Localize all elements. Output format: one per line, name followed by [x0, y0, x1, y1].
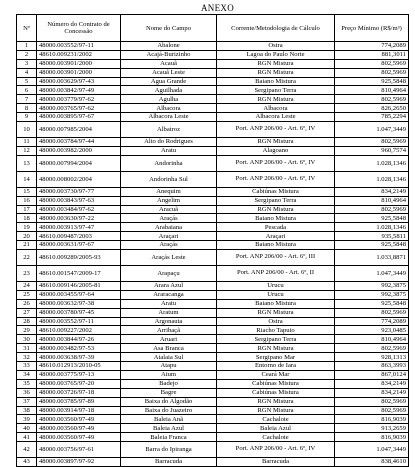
cell-corrente: Sergipano Terra: [217, 196, 335, 205]
cell-corrente: Urucu: [217, 282, 335, 291]
table-row: [17, 113, 409, 122]
table-row: [17, 379, 409, 388]
table-row: [17, 232, 409, 241]
table-row: [17, 68, 409, 77]
cell-contrato: 48000.003842/97-49: [37, 86, 121, 95]
cell-corrente: Baleia Azul: [217, 424, 335, 433]
cell-num: 19: [17, 223, 37, 232]
cell-preco: 802,5969: [335, 205, 409, 214]
cell-campo: Baixa do Juazeiro: [121, 406, 217, 415]
cell-num: 5: [17, 77, 37, 86]
cell-corrente: Pescada: [217, 223, 335, 232]
cell-num: 1: [17, 42, 37, 51]
table-row: [17, 138, 409, 147]
table-row: [17, 326, 409, 335]
cell-campo: Barracuda: [121, 458, 217, 467]
cell-num: 29: [17, 326, 37, 335]
table-row: [17, 290, 409, 299]
cell-corrente: Sergipano Terra: [217, 335, 335, 344]
cell-num: 22: [17, 250, 37, 266]
cell-campo: Acauã Leste: [121, 68, 217, 77]
table-row: [17, 458, 409, 467]
table-row: [17, 335, 409, 344]
cell-contrato: 48000.003775/97-13: [37, 370, 121, 379]
cell-preco: 928,1313: [335, 353, 409, 362]
cell-preco: 913,2659: [335, 424, 409, 433]
cell-preco: 1.028,1346: [335, 223, 409, 232]
cell-campo: Araracanga: [121, 290, 217, 299]
cell-contrato: 48000.003484/97-62: [37, 205, 121, 214]
table-row: [17, 415, 409, 424]
table-row: [17, 86, 409, 95]
cell-num: 15: [17, 187, 37, 196]
cell-contrato: 48610.009289/2005-93: [37, 250, 121, 266]
table-row: [17, 241, 409, 250]
table-row: [17, 187, 409, 196]
table-row: [17, 299, 409, 308]
cell-campo: Araçás: [121, 214, 217, 223]
cell-corrente: RGN Mistura: [217, 95, 335, 104]
cell-preco: 925,5848: [335, 214, 409, 223]
cell-contrato: 48000.003897/97-92: [37, 458, 121, 467]
cell-num: 33: [17, 362, 37, 371]
cell-campo: Barra do Ipiranga: [121, 442, 217, 458]
cell-num: 41: [17, 433, 37, 442]
cell-contrato: 48000.003844/97-26: [37, 335, 121, 344]
header-num: Nº: [17, 15, 37, 42]
cell-num: 4: [17, 68, 37, 77]
cell-contrato: 48610.009146/2005-81: [37, 282, 121, 291]
table-row: [17, 42, 409, 51]
cell-contrato: 48000.003482/97-53: [37, 344, 121, 353]
cell-campo: Alto do Rodrigues: [121, 138, 217, 147]
cell-preco: 802,5969: [335, 68, 409, 77]
cell-preco: 834,2149: [335, 379, 409, 388]
table-row: [17, 155, 409, 171]
table-row: [17, 308, 409, 317]
cell-preco: 863,3993: [335, 362, 409, 371]
cell-num: 17: [17, 205, 37, 214]
cell-preco: 1.028,1346: [335, 155, 409, 171]
cell-preco: 810,4964: [335, 335, 409, 344]
cell-num: 20: [17, 232, 37, 241]
cell-campo: Baleia Anã: [121, 415, 217, 424]
cell-num: 30: [17, 335, 37, 344]
cell-campo: Albatroz: [121, 122, 217, 138]
cell-preco: 802,5969: [335, 308, 409, 317]
cell-corrente: Ceará Mar: [217, 370, 335, 379]
cell-corrente: Ostra: [217, 42, 335, 51]
cell-contrato: 48610.001547/2009-17: [37, 266, 121, 282]
cell-num: 7: [17, 95, 37, 104]
table-row: [17, 442, 409, 458]
cell-num: 32: [17, 353, 37, 362]
cell-preco: 774,2089: [335, 317, 409, 326]
cell-campo: Bagre: [121, 388, 217, 397]
cell-num: 36: [17, 388, 37, 397]
cell-num: 25: [17, 290, 37, 299]
table-row: [17, 424, 409, 433]
table-row: [17, 344, 409, 353]
table-row: [17, 50, 409, 59]
table-row: [17, 353, 409, 362]
cell-contrato: 48000.003560/97-49: [37, 424, 121, 433]
cell-num: 31: [17, 344, 37, 353]
cell-contrato: 48000.003779/97-62: [37, 95, 121, 104]
table-row: [17, 171, 409, 187]
cell-corrente: RGN Mistura: [217, 59, 335, 68]
cell-preco: 810,4964: [335, 86, 409, 95]
cell-contrato: 48000.003455/97-64: [37, 290, 121, 299]
cell-preco: 834,2149: [335, 187, 409, 196]
cell-campo: Arabaiana: [121, 223, 217, 232]
cell-corrente: Cabiúnas Mistura: [217, 388, 335, 397]
table-row: [17, 59, 409, 68]
cell-num: 34: [17, 370, 37, 379]
cell-corrente: Baiano Mistura: [217, 214, 335, 223]
cell-preco: 925,5848: [335, 299, 409, 308]
cell-contrato: 48000.003785/97-89: [37, 397, 121, 406]
cell-contrato: 48000.003638/97-39: [37, 353, 121, 362]
cell-corrente: Riacho Tapuio: [217, 326, 335, 335]
cell-preco: 992,3875: [335, 290, 409, 299]
cell-campo: Aratu: [121, 299, 217, 308]
cell-contrato: 48610.009231/2002: [37, 50, 121, 59]
cell-corrente: RGN Mistura: [217, 308, 335, 317]
cell-num: 38: [17, 406, 37, 415]
cell-campo: Araçás Leste: [121, 250, 217, 266]
cell-num: 11: [17, 138, 37, 147]
cell-campo: Arribaçã: [121, 326, 217, 335]
cell-corrente: Baiano Mistura: [217, 77, 335, 86]
cell-preco: 802,5969: [335, 397, 409, 406]
cell-campo: Acajá-Burizinho: [121, 50, 217, 59]
table-row: [17, 223, 409, 232]
cell-preco: 834,2149: [335, 388, 409, 397]
cell-campo: Agulha: [121, 95, 217, 104]
cell-corrente: RGN Mistura: [217, 406, 335, 415]
cell-preco: 802,5969: [335, 95, 409, 104]
cell-campo: Acauã: [121, 59, 217, 68]
table-row: [17, 433, 409, 442]
cell-num: 18: [17, 214, 37, 223]
cell-corrente: Alagoano: [217, 146, 335, 155]
cell-campo: Atum: [121, 370, 217, 379]
table-row: [17, 397, 409, 406]
cell-corrente: Cabiúnas Mistura: [217, 187, 335, 196]
cell-corrente: Port. ANP 206/00 - Art. 6º, IV: [217, 122, 335, 138]
cell-contrato: 48610.009487/2003: [37, 232, 121, 241]
cell-preco: 802,5969: [335, 344, 409, 353]
cell-preco: 935,5811: [335, 232, 409, 241]
cell-num: 12: [17, 146, 37, 155]
header-corrente: Corrente/Metodologia de Cálculo: [217, 15, 335, 42]
cell-campo: Atalaia Sul: [121, 353, 217, 362]
cell-contrato: 48000.003629/97-43: [37, 77, 121, 86]
cell-contrato: 48000.003552/97-11: [37, 317, 121, 326]
cell-contrato: 48000.003843/97-63: [37, 196, 121, 205]
cell-contrato: 48000.003632/97-38: [37, 299, 121, 308]
cell-num: 10: [17, 122, 37, 138]
cell-preco: 802,5969: [335, 406, 409, 415]
table-row: [17, 104, 409, 113]
cell-num: 6: [17, 86, 37, 95]
cell-num: 43: [17, 458, 37, 467]
table-row: [17, 317, 409, 326]
cell-preco: 802,5969: [335, 138, 409, 147]
cell-preco: 867,0124: [335, 370, 409, 379]
cell-corrente: Entorno de Iara: [217, 362, 335, 371]
cell-corrente: Baiano Mistura: [217, 299, 335, 308]
cell-preco: 774,2089: [335, 42, 409, 51]
cell-num: 35: [17, 379, 37, 388]
price-table: [16, 14, 409, 467]
cell-contrato: 48000.003560/97-49: [37, 433, 121, 442]
cell-campo: Baleia Azul: [121, 424, 217, 433]
cell-campo: Aratum: [121, 308, 217, 317]
cell-num: 39: [17, 415, 37, 424]
cell-preco: 881,3011: [335, 50, 409, 59]
cell-campo: Água Grande: [121, 77, 217, 86]
cell-preco: 816,9039: [335, 433, 409, 442]
table-row: [17, 196, 409, 205]
cell-campo: Aruari: [121, 335, 217, 344]
cell-corrente: RGN Mistura: [217, 68, 335, 77]
table-row: [17, 214, 409, 223]
table-row: [17, 205, 409, 214]
cell-contrato: 48610.012913/2010-05: [37, 362, 121, 371]
cell-corrente: Cachalote: [217, 433, 335, 442]
cell-corrente: Barracuda: [217, 458, 335, 467]
cell-campo: Angelim: [121, 196, 217, 205]
table-row: [17, 370, 409, 379]
cell-num: 40: [17, 424, 37, 433]
cell-corrente: Port. ANP 206/00 - Art. 6º, IV: [217, 442, 335, 458]
cell-campo: Albacora: [121, 104, 217, 113]
cell-num: 3: [17, 59, 37, 68]
cell-contrato: 48000.003726/97-18: [37, 388, 121, 397]
cell-num: 9: [17, 113, 37, 122]
table-row: [17, 77, 409, 86]
cell-corrente: Araçari: [217, 232, 335, 241]
cell-num: 8: [17, 104, 37, 113]
cell-preco: 1.047,3449: [335, 122, 409, 138]
cell-campo: Argonauta: [121, 317, 217, 326]
header-contrato: Número do Contrato de Concessão: [37, 15, 121, 42]
cell-contrato: 48000.003895/97-67: [37, 113, 121, 122]
header-campo: Nome do Campo: [121, 15, 217, 42]
cell-corrente: RGN Mistura: [217, 138, 335, 147]
cell-corrente: Cachalote: [217, 415, 335, 424]
cell-corrente: Cabiúnas Mistura: [217, 379, 335, 388]
cell-corrente: Albacora: [217, 104, 335, 113]
cell-campo: Aratu: [121, 146, 217, 155]
cell-contrato: 48000.003784/97-44: [37, 138, 121, 147]
cell-campo: Baixa do Algodão: [121, 397, 217, 406]
cell-contrato: 48000.003756/97-61: [37, 442, 121, 458]
cell-preco: 816,9039: [335, 415, 409, 424]
cell-contrato: 48000.003630/97-22: [37, 214, 121, 223]
cell-preco: 785,2294: [335, 113, 409, 122]
cell-corrente: Sergipano Terra: [217, 86, 335, 95]
cell-preco: 826,2650: [335, 104, 409, 113]
cell-campo: Aguilhada: [121, 86, 217, 95]
cell-preco: 925,5848: [335, 77, 409, 86]
cell-num: 27: [17, 308, 37, 317]
table-header-row: [17, 15, 409, 42]
cell-preco: 923,0485: [335, 326, 409, 335]
cell-contrato: 48000.008002/2004: [37, 171, 121, 187]
cell-contrato: 48610.009227/2002: [37, 326, 121, 335]
cell-num: 24: [17, 282, 37, 291]
cell-contrato: 48000.003765/97-20: [37, 379, 121, 388]
cell-preco: 838,4610: [335, 458, 409, 467]
cell-contrato: 48000.003914/97-18: [37, 406, 121, 415]
cell-campo: Abalone: [121, 42, 217, 51]
cell-num: 37: [17, 397, 37, 406]
cell-corrente: Ostra: [217, 317, 335, 326]
cell-campo: Aracuã: [121, 205, 217, 214]
table-row: [17, 406, 409, 415]
table-row: [17, 250, 409, 266]
cell-num: 21: [17, 241, 37, 250]
cell-contrato: 48000.007994/2004: [37, 155, 121, 171]
cell-campo: Anequim: [121, 187, 217, 196]
table-row: [17, 95, 409, 104]
cell-campo: Andorinha Sul: [121, 171, 217, 187]
cell-campo: Andorinha: [121, 155, 217, 171]
table-row: [17, 362, 409, 371]
cell-contrato: 48000.003552/97-11: [37, 42, 121, 51]
cell-num: 26: [17, 299, 37, 308]
cell-num: 2: [17, 50, 37, 59]
cell-contrato: 48000.003982/2000: [37, 146, 121, 155]
cell-corrente: Lagoa do Paulo Norte: [217, 50, 335, 59]
cell-corrente: Baiano Mistura: [217, 241, 335, 250]
table-row: [17, 282, 409, 291]
cell-contrato: 48000.003730/97-77: [37, 187, 121, 196]
cell-campo: Araçás: [121, 241, 217, 250]
cell-contrato: 48000.007985/2004: [37, 122, 121, 138]
cell-preco: 960,7574: [335, 146, 409, 155]
cell-corrente: Port. ANP 206/00 - Art. 6º, IV: [217, 155, 335, 171]
page-title: ANEXO: [201, 3, 234, 13]
cell-num: 42: [17, 442, 37, 458]
header-preco: Preço Mínimo (R$/m³): [335, 15, 409, 42]
cell-preco: 992,3875: [335, 282, 409, 291]
cell-campo: Asa Branca: [121, 344, 217, 353]
cell-contrato: 48000.003780/97-45: [37, 308, 121, 317]
cell-corrente: Port. ANP 206/00 - Art. 6º, II: [217, 266, 335, 282]
table-row: [17, 266, 409, 282]
cell-preco: 1.028,1346: [335, 171, 409, 187]
cell-campo: Arapaçu: [121, 266, 217, 282]
cell-corrente: RGN Mistura: [217, 397, 335, 406]
cell-campo: Badejo: [121, 379, 217, 388]
cell-corrente: Sergipano Mar: [217, 353, 335, 362]
cell-contrato: 48000.003901/2000: [37, 68, 121, 77]
cell-num: 16: [17, 196, 37, 205]
cell-preco: 1.047,3449: [335, 442, 409, 458]
table-row: [17, 388, 409, 397]
table-row: [17, 122, 409, 138]
cell-num: 23: [17, 266, 37, 282]
table-body: [17, 42, 409, 467]
cell-corrente: RGN Mistura: [217, 344, 335, 353]
cell-contrato: 48000.003631/97-67: [37, 241, 121, 250]
cell-preco: 925,5848: [335, 241, 409, 250]
cell-corrente: Urucu: [217, 290, 335, 299]
cell-corrente: Port. ANP 206/00 - Art. 6º, III: [217, 250, 335, 266]
cell-campo: Albacora Leste: [121, 113, 217, 122]
cell-campo: Arara Azul: [121, 282, 217, 291]
cell-campo: Baleia Franca: [121, 433, 217, 442]
table-row: [17, 146, 409, 155]
cell-preco: 810,4964: [335, 196, 409, 205]
cell-contrato: 48000.003913/97-47: [37, 223, 121, 232]
cell-num: 13: [17, 155, 37, 171]
cell-contrato: 48000.003560/97-49: [37, 415, 121, 424]
cell-num: 28: [17, 317, 37, 326]
cell-num: 14: [17, 171, 37, 187]
cell-contrato: 48000.003901/2000: [37, 59, 121, 68]
cell-corrente: Port. ANP 206/00 - Art. 6º, IV: [217, 171, 335, 187]
cell-campo: Atapu: [121, 362, 217, 371]
cell-preco: 1.033,8871: [335, 250, 409, 266]
cell-campo: Araçari: [121, 232, 217, 241]
cell-preco: 1.047,3449: [335, 266, 409, 282]
cell-contrato: 48000.003765/97-62: [37, 104, 121, 113]
cell-corrente: Albacora Leste: [217, 113, 335, 122]
cell-preco: 802,5969: [335, 59, 409, 68]
cell-corrente: RGN Mistura: [217, 205, 335, 214]
